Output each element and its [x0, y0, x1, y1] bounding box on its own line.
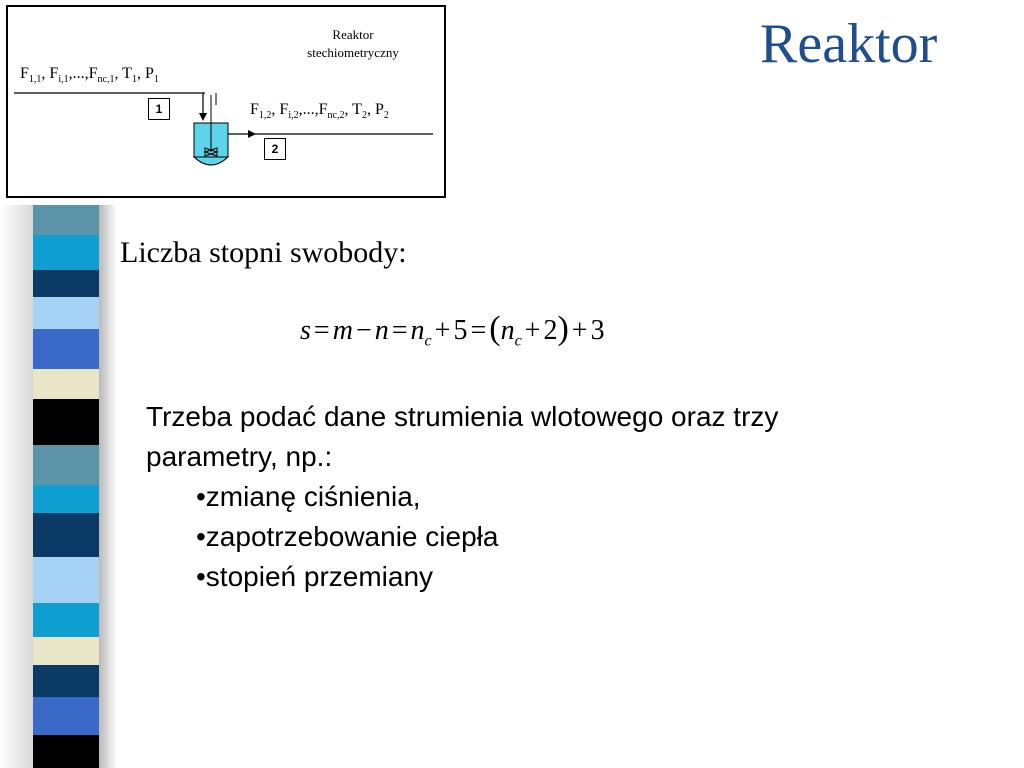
formula-eq-3: =	[470, 315, 487, 346]
formula-plus-2: +	[524, 315, 541, 346]
inlet-t1-sub: 1	[131, 74, 137, 86]
formula-s: s	[300, 315, 311, 346]
instructions-line-2: parametry, np.:	[146, 441, 333, 472]
outlet-sep: ,	[366, 101, 375, 118]
formula-lparen: (	[489, 310, 501, 347]
formula-n: n	[374, 315, 389, 346]
outlet-t2-sub: 2	[361, 110, 367, 122]
outlet-fnc2: F	[318, 101, 328, 118]
reactor-caption-line1: Reaktor	[332, 27, 374, 42]
formula-three: 3	[590, 315, 605, 346]
inlet-t1: T	[122, 65, 132, 82]
reactor-caption	[278, 26, 428, 62]
inlet-f11: F	[20, 65, 29, 82]
reactor-caption-line2: stechiometryczny	[307, 45, 399, 60]
outlet-fnc2-sub: nc,2	[327, 110, 345, 122]
formula-plus-3: +	[571, 315, 588, 346]
outlet-p2: P	[374, 101, 384, 118]
inlet-fnc1: F	[88, 65, 98, 82]
formula-c-sub-1: c	[424, 332, 432, 350]
inlet-ellipsis: ,...,	[68, 65, 89, 82]
inlet-fi1-sub: i,1	[58, 74, 69, 86]
outlet-f12: F	[250, 101, 259, 118]
outlet-ellipsis: ,...,	[298, 101, 319, 118]
stripe-shadow	[99, 205, 117, 768]
inlet-stream-label	[20, 65, 159, 85]
slide-title: Reaktor	[760, 13, 938, 75]
outlet-sep: ,	[271, 101, 280, 118]
reactor-bottom	[194, 157, 228, 165]
outlet-p2-sub: 2	[383, 110, 389, 122]
formula-nc-1: n	[410, 315, 425, 346]
instructions-line-1: Trzeba podać dane strumienia wlotowego oraz trzy	[146, 401, 779, 432]
inlet-arrow	[199, 113, 207, 121]
parameter-list	[146, 477, 946, 597]
stripe-shadow-left	[0, 205, 33, 768]
outlet-sep: ,	[344, 101, 353, 118]
parameter-item-conversion: •stopień przemiany	[196, 561, 434, 592]
formula-eq-1: =	[313, 315, 330, 346]
decorative-stripe-column	[33, 205, 99, 768]
inlet-sep: ,	[114, 65, 123, 82]
outlet-fi2-sub: i,2	[288, 110, 299, 122]
outlet-t2: T	[352, 101, 362, 118]
degrees-of-freedom-label: Liczba stopni swobody:	[120, 236, 407, 269]
inlet-fnc1-sub: nc,1	[97, 74, 115, 86]
formula-rparen: )	[557, 310, 569, 347]
outlet-arrow	[248, 130, 256, 138]
outlet-fi2: F	[279, 101, 289, 118]
degrees-of-freedom-formula	[300, 310, 605, 351]
inlet-p1: P	[144, 65, 154, 82]
formula-c-sub-2: c	[514, 332, 522, 350]
formula-m: m	[332, 315, 353, 346]
inlet-p1-sub: 1	[153, 74, 159, 86]
formula-two: 2	[543, 315, 558, 346]
inlet-sep: ,	[136, 65, 145, 82]
parameter-item-heat: •zapotrzebowanie ciepła	[196, 521, 499, 552]
inlet-fi1: F	[49, 65, 59, 82]
inlet-f11-sub: 1,1	[28, 74, 42, 86]
parameter-item-pressure: •zmianę ciśnienia,	[196, 481, 421, 512]
inlet-sep: ,	[41, 65, 50, 82]
reactor-diagram	[6, 5, 446, 198]
stream-1-box: 1	[148, 98, 170, 120]
outlet-f12-sub: 1,2	[258, 110, 272, 122]
stream-2-box: 2	[264, 138, 286, 160]
formula-plus-1: +	[434, 315, 451, 346]
formula-eq-2: =	[391, 315, 408, 346]
instructions-text	[146, 397, 946, 597]
formula-five: 5	[453, 315, 468, 346]
outlet-stream-label	[250, 101, 389, 121]
formula-nc-2: n	[500, 315, 515, 346]
formula-minus: −	[355, 315, 372, 346]
